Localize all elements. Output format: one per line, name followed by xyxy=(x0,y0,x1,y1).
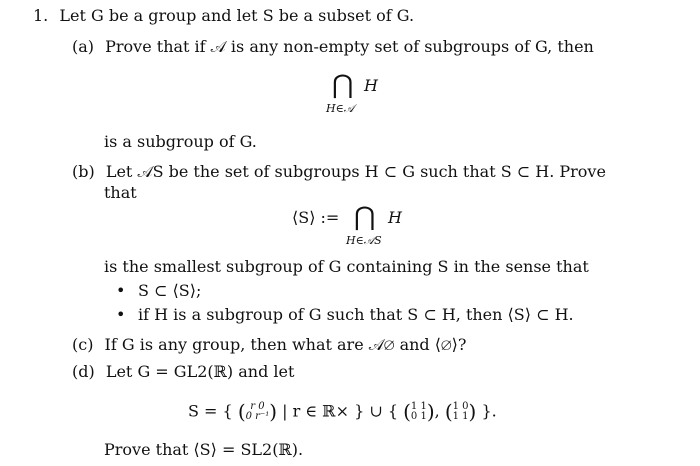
bullet-1 xyxy=(116,281,201,301)
bullet-2-text: if H is a subgroup of G such that S ⊂ H, then ⟨S⟩ ⊂ H. xyxy=(138,305,574,324)
part-d-line xyxy=(72,362,294,382)
matrix-lower-row1: 1 0 xyxy=(452,400,469,412)
part-a-label: (a) xyxy=(72,37,95,56)
problem-number: 1. xyxy=(33,6,49,25)
part-c-label: (c) xyxy=(72,335,94,354)
matrix-paren-open: ( xyxy=(237,399,246,424)
set-mid: | r ∈ ℝ× } ∪ { xyxy=(282,401,399,421)
bullet-1-text: S ⊂ ⟨S⟩; xyxy=(138,281,202,300)
part-d-conclusion: Prove that ⟨S⟩ = SL2(ℝ). xyxy=(104,440,304,459)
matrix-upper-row2: 0 1 xyxy=(410,410,427,422)
display-subscript-b: H∈𝒜S xyxy=(346,234,382,247)
matrix-lower xyxy=(453,402,469,422)
bullet-dot-icon: • xyxy=(116,281,126,300)
part-a-display xyxy=(326,68,386,118)
intersection-symbol: ⋂ xyxy=(332,70,354,100)
part-a-line xyxy=(72,37,594,57)
intersection-symbol-b: ⋂ xyxy=(354,202,376,232)
matrix-paren-close: ) xyxy=(426,399,435,424)
matrix-diag-row2: 0 r⁻¹ xyxy=(245,410,270,422)
part-b-display xyxy=(292,200,422,250)
matrix-lower-row2: 1 1 xyxy=(452,410,469,422)
part-b-statement-1: Let 𝒜S be the set of subgroups H ⊂ G such that S ⊂ H. Prove xyxy=(105,162,606,181)
part-c-line xyxy=(72,335,466,355)
matrix-diag-row1: r 0 xyxy=(250,400,265,412)
display-var-h-b: H xyxy=(388,208,402,227)
part-b-label: (b) xyxy=(72,162,95,181)
set-definition: S = { ( r 0 0 r⁻¹ ) | r ∈ ℝ× } ∪ { ( 1 1 0 1 ), ( 1 0 1 1 ) }. xyxy=(188,399,497,424)
set-end: }. xyxy=(481,401,497,421)
display-subscript: H∈𝒜 xyxy=(326,102,355,115)
matrix-upper-row1: 1 1 xyxy=(410,400,427,412)
part-c-statement: If G is any group, then what are 𝒜∅ and ⟨∅⟩? xyxy=(104,335,467,354)
display-var-h: H xyxy=(364,76,378,95)
part-b-statement-2: that xyxy=(104,183,137,202)
part-b-line1 xyxy=(72,162,606,182)
part-d-label: (d) xyxy=(72,362,95,381)
part-d-statement: Let G = GL2(ℝ) and let xyxy=(105,362,295,381)
part-a-after: is a subgroup of G. xyxy=(104,132,257,151)
part-a-statement: Prove that if 𝒜 is any non-empty set of subgroups of G, then xyxy=(105,37,594,56)
matrix-diag xyxy=(246,402,270,422)
matrix-paren-open: ( xyxy=(444,399,453,424)
part-b-after: is the smallest subgroup of G containing S in the sense that xyxy=(104,257,589,276)
matrix-upper xyxy=(411,402,427,422)
set-lhs: S = { xyxy=(188,401,233,421)
matrix-paren-close: ) xyxy=(468,399,477,424)
bullet-2 xyxy=(116,305,574,325)
matrix-paren-close: ) xyxy=(269,399,278,424)
bullet-dot-icon: • xyxy=(116,305,126,324)
display-lhs: ⟨S⟩ := xyxy=(292,208,340,227)
problem-intro-line xyxy=(33,6,414,26)
problem-intro: Let G be a group and let S be a subset of G. xyxy=(59,6,415,25)
matrix-paren-open: ( xyxy=(403,399,411,424)
